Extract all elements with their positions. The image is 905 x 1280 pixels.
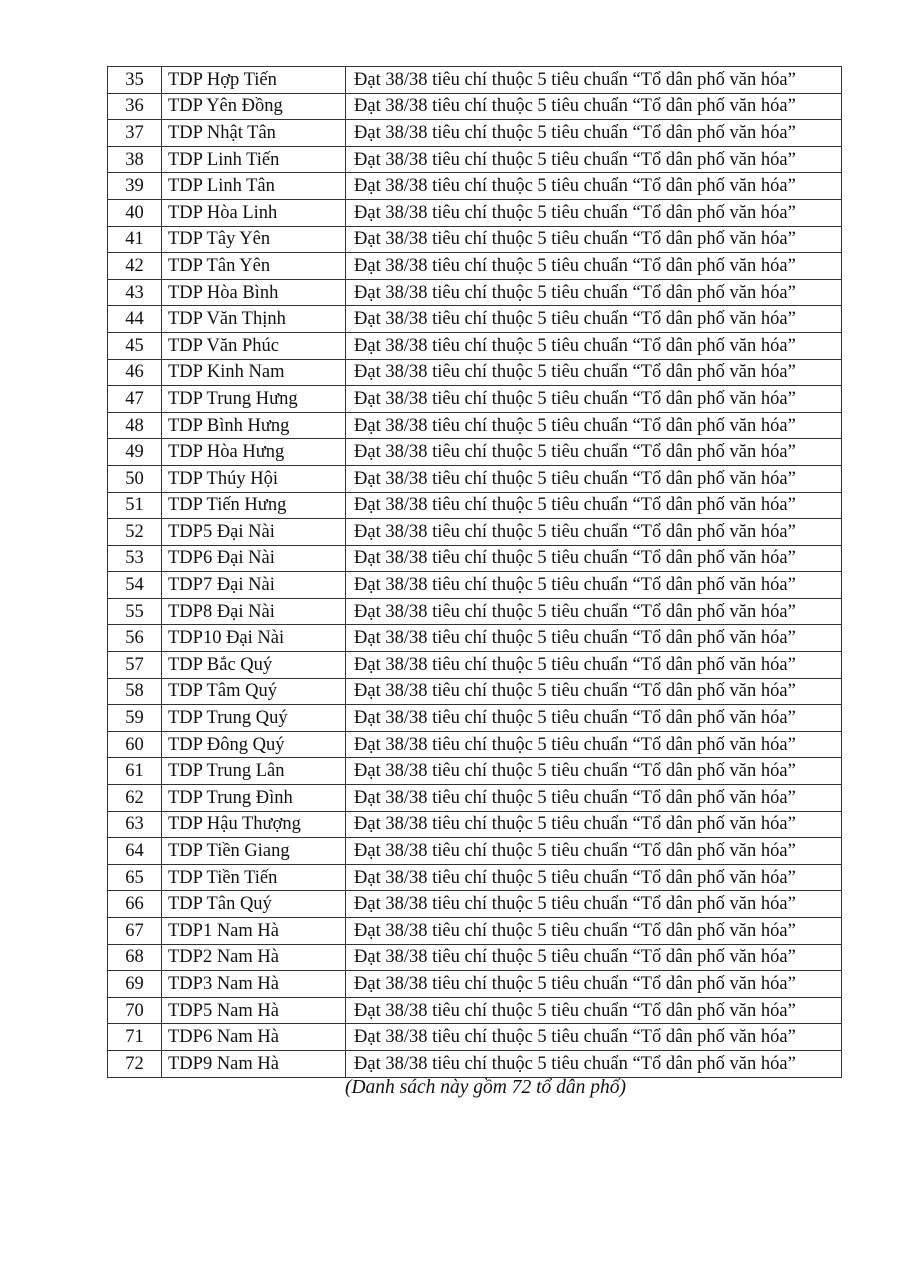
evaluation-result: Đạt 38/38 tiêu chí thuộc 5 tiêu chuẩn “Tổ dân phố văn hóa” [346,146,842,173]
row-number: 70 [108,997,162,1024]
row-number: 67 [108,918,162,945]
row-number: 68 [108,944,162,971]
table-row [108,731,842,758]
evaluation-result: Đạt 38/38 tiêu chí thuộc 5 tiêu chuẩn “Tổ dân phố văn hóa” [346,253,842,280]
row-number: 36 [108,93,162,120]
table-row [108,785,842,812]
row-number: 58 [108,678,162,705]
residential-group-name: TDP6 Nam Hà [162,1024,346,1051]
evaluation-result: Đạt 38/38 tiêu chí thuộc 5 tiêu chuẩn “Tổ dân phố văn hóa” [346,678,842,705]
residential-group-name: TDP Tân Yên [162,253,346,280]
residential-group-name: TDP Tâm Quý [162,678,346,705]
row-number: 35 [108,67,162,94]
evaluation-result: Đạt 38/38 tiêu chí thuộc 5 tiêu chuẩn “Tổ dân phố văn hóa” [346,811,842,838]
row-number: 57 [108,652,162,679]
table-row [108,146,842,173]
residential-group-name: TDP Hòa Hưng [162,439,346,466]
table-row [108,1024,842,1051]
table-row [108,359,842,386]
row-number: 60 [108,731,162,758]
table-row [108,120,842,147]
table-row [108,838,842,865]
row-number: 72 [108,1050,162,1077]
evaluation-result: Đạt 38/38 tiêu chí thuộc 5 tiêu chuẩn “Tổ dân phố văn hóa” [346,67,842,94]
residential-group-name: TDP Tiền Tiến [162,864,346,891]
evaluation-result: Đạt 38/38 tiêu chí thuộc 5 tiêu chuẩn “Tổ dân phố văn hóa” [346,173,842,200]
residential-group-name: TDP Kinh Nam [162,359,346,386]
evaluation-result: Đạt 38/38 tiêu chí thuộc 5 tiêu chuẩn “Tổ dân phố văn hóa” [346,1050,842,1077]
table-row [108,918,842,945]
row-number: 61 [108,758,162,785]
row-number: 40 [108,199,162,226]
residential-group-name: TDP Trung Hưng [162,386,346,413]
row-number: 71 [108,1024,162,1051]
row-number: 43 [108,279,162,306]
table-row [108,173,842,200]
row-number: 42 [108,253,162,280]
row-number: 51 [108,492,162,519]
table-row [108,598,842,625]
table-row [108,226,842,253]
evaluation-result: Đạt 38/38 tiêu chí thuộc 5 tiêu chuẩn “Tổ dân phố văn hóa” [346,971,842,998]
residential-group-name: TDP Trung Quý [162,705,346,732]
evaluation-result: Đạt 38/38 tiêu chí thuộc 5 tiêu chuẩn “Tổ dân phố văn hóa” [346,545,842,572]
residential-group-name: TDP Văn Thịnh [162,306,346,333]
residential-group-name: TDP10 Đại Nài [162,625,346,652]
residential-group-name: TDP Linh Tiến [162,146,346,173]
residential-group-name: TDP Văn Phúc [162,332,346,359]
residential-group-name: TDP3 Nam Hà [162,971,346,998]
evaluation-result: Đạt 38/38 tiêu chí thuộc 5 tiêu chuẩn “Tổ dân phố văn hóa” [346,731,842,758]
evaluation-result: Đạt 38/38 tiêu chí thuộc 5 tiêu chuẩn “Tổ dân phố văn hóa” [346,918,842,945]
residential-group-name: TDP Trung Đình [162,785,346,812]
row-number: 39 [108,173,162,200]
row-number: 53 [108,545,162,572]
residential-group-name: TDP Tây Yên [162,226,346,253]
row-number: 54 [108,572,162,599]
residential-group-table [107,66,842,1078]
evaluation-result: Đạt 38/38 tiêu chí thuộc 5 tiêu chuẩn “Tổ dân phố văn hóa” [346,226,842,253]
table-row [108,253,842,280]
residential-group-name: TDP5 Đại Nài [162,519,346,546]
residential-group-name: TDP7 Đại Nài [162,572,346,599]
table-row [108,492,842,519]
row-number: 65 [108,864,162,891]
residential-group-name: TDP5 Nam Hà [162,997,346,1024]
evaluation-result: Đạt 38/38 tiêu chí thuộc 5 tiêu chuẩn “Tổ dân phố văn hóa” [346,758,842,785]
evaluation-result: Đạt 38/38 tiêu chí thuộc 5 tiêu chuẩn “Tổ dân phố văn hóa” [346,519,842,546]
list-count-note: (Danh sách này gồm 72 tổ dân phố) [344,1077,627,1098]
row-number: 49 [108,439,162,466]
evaluation-result: Đạt 38/38 tiêu chí thuộc 5 tiêu chuẩn “Tổ dân phố văn hóa” [346,572,842,599]
row-number: 64 [108,838,162,865]
evaluation-result: Đạt 38/38 tiêu chí thuộc 5 tiêu chuẩn “Tổ dân phố văn hóa” [346,359,842,386]
evaluation-result: Đạt 38/38 tiêu chí thuộc 5 tiêu chuẩn “Tổ dân phố văn hóa” [346,492,842,519]
residential-group-name: TDP9 Nam Hà [162,1050,346,1077]
evaluation-result: Đạt 38/38 tiêu chí thuộc 5 tiêu chuẩn “Tổ dân phố văn hóa” [346,705,842,732]
row-number: 63 [108,811,162,838]
evaluation-result: Đạt 38/38 tiêu chí thuộc 5 tiêu chuẩn “Tổ dân phố văn hóa” [346,838,842,865]
table-row [108,199,842,226]
table-row [108,67,842,94]
table-row [108,678,842,705]
residential-group-name: TDP2 Nam Hà [162,944,346,971]
evaluation-result: Đạt 38/38 tiêu chí thuộc 5 tiêu chuẩn “Tổ dân phố văn hóa” [346,412,842,439]
residential-group-name: TDP Bình Hưng [162,412,346,439]
evaluation-result: Đạt 38/38 tiêu chí thuộc 5 tiêu chuẩn “Tổ dân phố văn hóa” [346,199,842,226]
residential-group-name: TDP Hòa Linh [162,199,346,226]
evaluation-result: Đạt 38/38 tiêu chí thuộc 5 tiêu chuẩn “Tổ dân phố văn hóa” [346,1024,842,1051]
row-number: 69 [108,971,162,998]
residential-group-name: TDP Hợp Tiến [162,67,346,94]
table-row [108,944,842,971]
residential-group-name: TDP Đông Quý [162,731,346,758]
table-body [108,67,842,1078]
row-number: 50 [108,465,162,492]
table-row [108,625,842,652]
table-row [108,412,842,439]
row-number: 56 [108,625,162,652]
row-number: 46 [108,359,162,386]
residential-group-name: TDP Nhật Tân [162,120,346,147]
table-row [108,332,842,359]
table-row [108,439,842,466]
evaluation-result: Đạt 38/38 tiêu chí thuộc 5 tiêu chuẩn “Tổ dân phố văn hóa” [346,332,842,359]
evaluation-result: Đạt 38/38 tiêu chí thuộc 5 tiêu chuẩn “Tổ dân phố văn hóa” [346,386,842,413]
residential-group-name: TDP1 Nam Hà [162,918,346,945]
table-row [108,519,842,546]
row-number: 45 [108,332,162,359]
table-row [108,652,842,679]
row-number: 66 [108,891,162,918]
residential-group-name: TDP Yên Đồng [162,93,346,120]
table-row [108,997,842,1024]
row-number: 62 [108,785,162,812]
residential-group-name: TDP Hậu Thượng [162,811,346,838]
residential-group-name: TDP Bắc Quý [162,652,346,679]
residential-group-name: TDP Tiền Giang [162,838,346,865]
table-row [108,758,842,785]
evaluation-result: Đạt 38/38 tiêu chí thuộc 5 tiêu chuẩn “Tổ dân phố văn hóa” [346,439,842,466]
row-number: 44 [108,306,162,333]
residential-group-name: TDP Tiến Hưng [162,492,346,519]
evaluation-result: Đạt 38/38 tiêu chí thuộc 5 tiêu chuẩn “Tổ dân phố văn hóa” [346,279,842,306]
evaluation-result: Đạt 38/38 tiêu chí thuộc 5 tiêu chuẩn “Tổ dân phố văn hóa” [346,120,842,147]
row-number: 47 [108,386,162,413]
table-row [108,1050,842,1077]
row-number: 41 [108,226,162,253]
table-row [108,545,842,572]
residential-group-name: TDP Tân Quý [162,891,346,918]
row-number: 38 [108,146,162,173]
evaluation-result: Đạt 38/38 tiêu chí thuộc 5 tiêu chuẩn “Tổ dân phố văn hóa” [346,93,842,120]
table-row [108,572,842,599]
residential-group-name: TDP Linh Tân [162,173,346,200]
row-number: 52 [108,519,162,546]
evaluation-result: Đạt 38/38 tiêu chí thuộc 5 tiêu chuẩn “Tổ dân phố văn hóa” [346,465,842,492]
evaluation-result: Đạt 38/38 tiêu chí thuộc 5 tiêu chuẩn “Tổ dân phố văn hóa” [346,864,842,891]
residential-group-name: TDP Trung Lân [162,758,346,785]
row-number: 37 [108,120,162,147]
residential-group-name: TDP Hòa Bình [162,279,346,306]
residential-group-name: TDP8 Đại Nài [162,598,346,625]
evaluation-result: Đạt 38/38 tiêu chí thuộc 5 tiêu chuẩn “Tổ dân phố văn hóa” [346,598,842,625]
residential-group-name: TDP6 Đại Nài [162,545,346,572]
row-number: 48 [108,412,162,439]
table-row [108,705,842,732]
table-row [108,93,842,120]
row-number: 55 [108,598,162,625]
evaluation-result: Đạt 38/38 tiêu chí thuộc 5 tiêu chuẩn “Tổ dân phố văn hóa” [346,891,842,918]
evaluation-result: Đạt 38/38 tiêu chí thuộc 5 tiêu chuẩn “Tổ dân phố văn hóa” [346,997,842,1024]
evaluation-result: Đạt 38/38 tiêu chí thuộc 5 tiêu chuẩn “Tổ dân phố văn hóa” [346,785,842,812]
table-row [108,891,842,918]
table-row [108,386,842,413]
table-row [108,465,842,492]
table-row [108,811,842,838]
evaluation-result: Đạt 38/38 tiêu chí thuộc 5 tiêu chuẩn “Tổ dân phố văn hóa” [346,306,842,333]
table-row [108,971,842,998]
residential-group-name: TDP Thúy Hội [162,465,346,492]
row-number: 59 [108,705,162,732]
table-row [108,864,842,891]
evaluation-result: Đạt 38/38 tiêu chí thuộc 5 tiêu chuẩn “Tổ dân phố văn hóa” [346,652,842,679]
table-row [108,279,842,306]
table-row [108,306,842,333]
evaluation-result: Đạt 38/38 tiêu chí thuộc 5 tiêu chuẩn “Tổ dân phố văn hóa” [346,944,842,971]
evaluation-result: Đạt 38/38 tiêu chí thuộc 5 tiêu chuẩn “Tổ dân phố văn hóa” [346,625,842,652]
